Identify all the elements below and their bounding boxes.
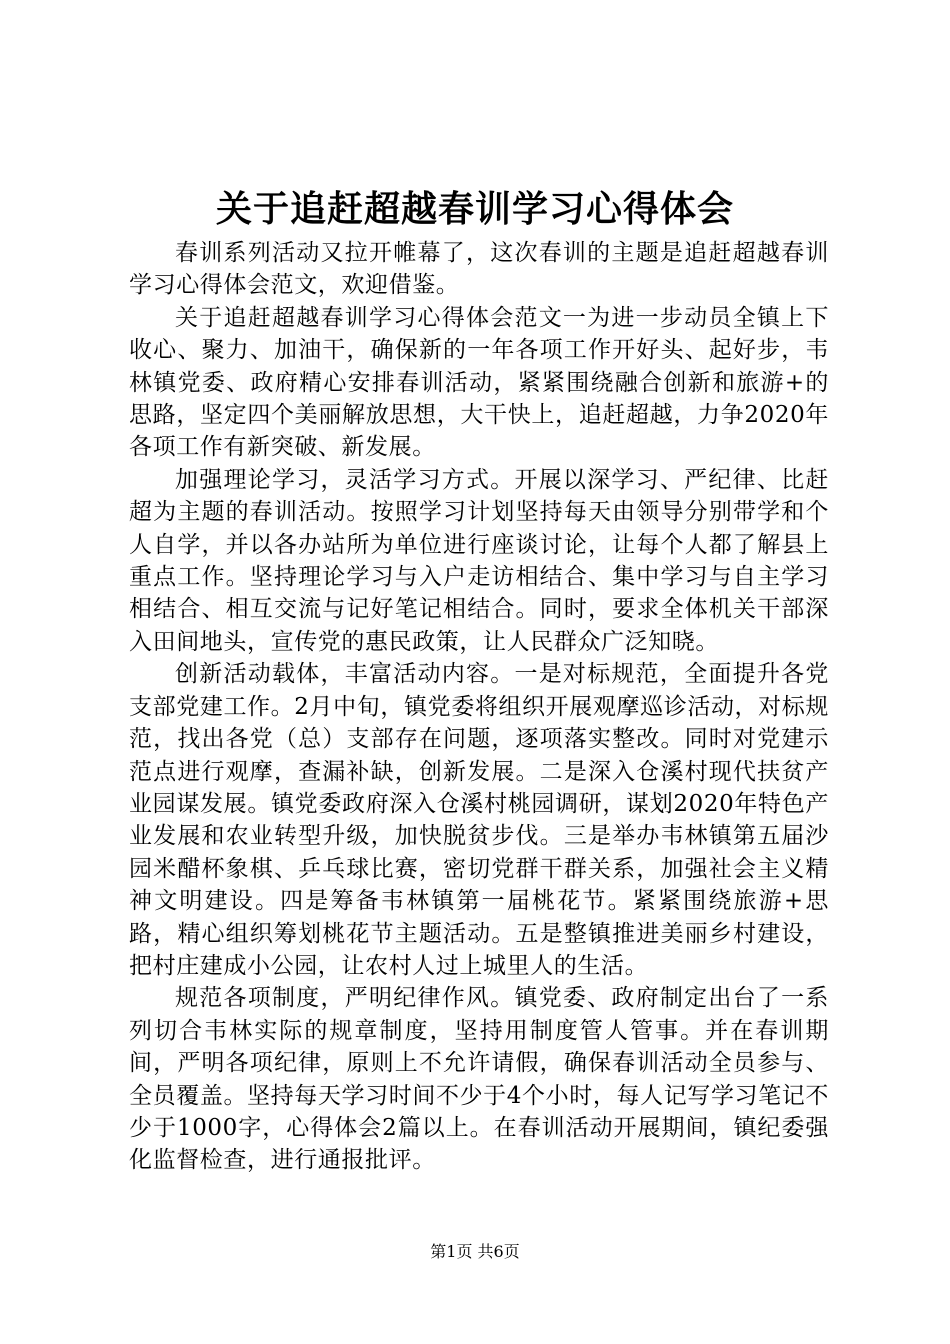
document-body xyxy=(129,237,829,1177)
paragraph-3: 加强理论学习，灵活学习方式。开展以深学习、严纪律、比赶超为主题的春训活动。按照学习计划坚持每天由领导分别带学和个人自学，并以各办站所为单位进行座谈讨论，让每个人都了解县上重点工作。坚持理论学习与入户走访相结合、集中学习与自主学习相结合、相互交流与记好笔记相结合。同时，要求全体机关干部深入田间地头，宣传党的惠民政策，让人民群众广泛知晓。 xyxy=(129,466,829,655)
paragraph-2: 关于追赶超越春训学习心得体会范文一为进一步动员全镇上下收心、聚力、加油干，确保新的一年各项工作开好头、起好步，韦林镇党委、政府精心安排春训活动，紧紧围绕融合创新和旅游+的思路，坚定四个美丽解放思想，大干快上，追赶超越，力争2020年各项工作有新突破、新发展。 xyxy=(129,304,829,461)
document-title: 关于追赶超越春训学习心得体会 xyxy=(215,188,734,230)
paragraph-5: 规范各项制度，严明纪律作风。镇党委、政府制定出台了一系列切合韦林实际的规章制度，坚持用制度管人管事。并在春训期间，严明各项纪律，原则上不允许请假，确保春训活动全员参与、全员覆盖。坚持每天学习时间不少于4个小时，每人记写学习笔记不少于1000字，心得体会2篇以上。在春训活动开展期间，镇纪委强化监督检查，进行通报批评。 xyxy=(129,985,829,1174)
paragraph-1: 春训系列活动又拉开帷幕了，这次春训的主题是追赶超越春训学习心得体会范文，欢迎借鉴。 xyxy=(129,240,829,299)
page-number-footer: 第1页 共6页 xyxy=(430,1242,520,1261)
paragraph-4: 创新活动载体，丰富活动内容。一是对标规范，全面提升各党支部党建工作。2月中旬，镇党委将组织开展观摩巡诊活动，对标规范，找出各党（总）支部存在问题，逐项落实整改。同时对党建示范点进行观摩，查漏补缺，创新发展。二是深入仓溪村现代扶贫产业园谋发展。镇党委政府深入仓溪村桃园调研，谋划2020年特色产业发展和农业转型升级，加快脱贫步伐。三是举办韦林镇第五届沙园米醋杯象棋、乒乓球比赛，密切党群干群关系，加强社会主义精神文明建设。四是筹备韦林镇第一届桃花节。紧紧围绕旅游+思路，精心组织筹划桃花节主题活动。五是整镇推进美丽乡村建设，把村庄建成小公园，让农村人过上城里人的生活。 xyxy=(129,661,829,979)
